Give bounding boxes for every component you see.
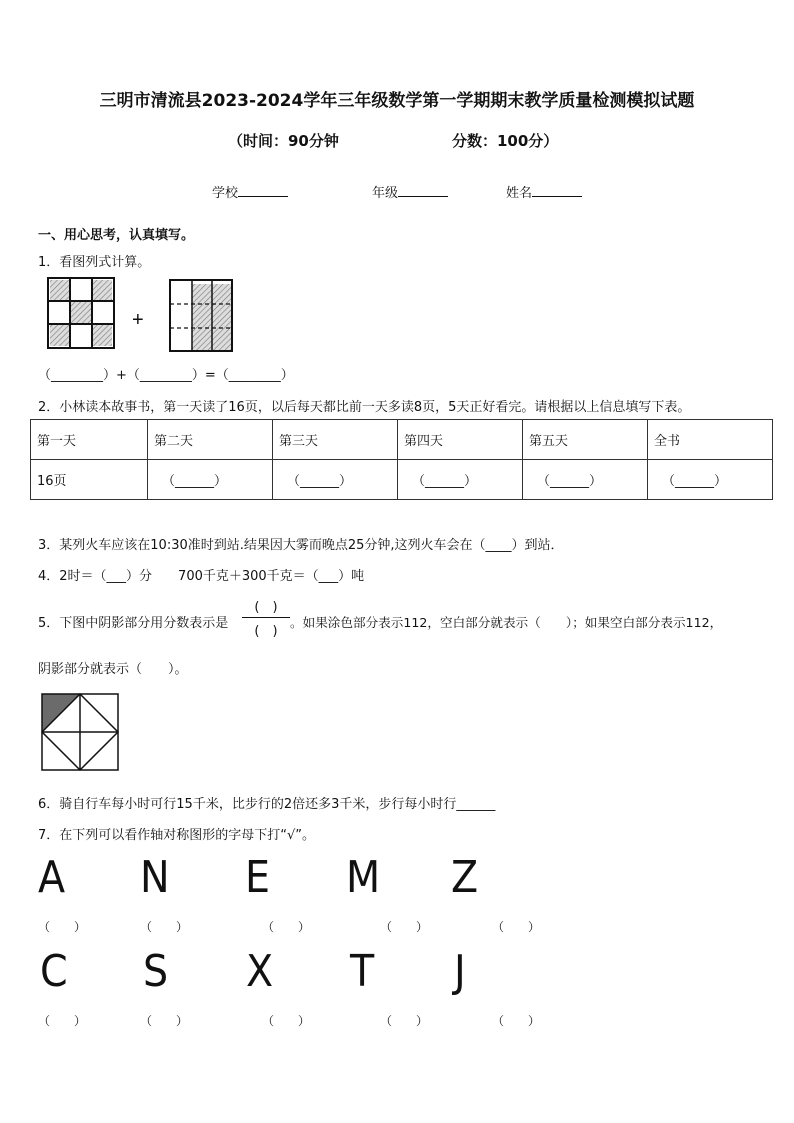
table-cell: 16页 — [31, 460, 148, 500]
answer-paren[interactable]: （ ） — [38, 1014, 87, 1028]
table-cell: 第二天 — [148, 420, 273, 460]
section-heading: 一、用心思考，认真填写。 — [38, 228, 195, 243]
table-row — [31, 460, 773, 500]
name-label: 姓名 — [506, 186, 533, 201]
q3-text: 3．某列火车应该在10:30准时到站.结果因大雾而晚点25分钟,这列火车会在（____）到站． — [38, 538, 564, 553]
school-label: 学校 — [212, 186, 239, 201]
q1-text: 1．看图列式计算。 — [38, 255, 151, 270]
letter-J: J — [454, 946, 466, 997]
school-field[interactable] — [212, 182, 288, 201]
letter-T: T — [350, 946, 375, 997]
grid-figure-right — [170, 280, 232, 351]
letter-A: A — [38, 852, 66, 903]
grid-figure-left — [48, 278, 114, 348]
exam-score: 分数：100分） — [452, 132, 559, 150]
answer-paren[interactable]: （ ） — [492, 1014, 541, 1028]
answer-cell[interactable]: （______） — [398, 460, 523, 500]
answer-paren[interactable]: （ ） — [492, 920, 541, 934]
q5-text-line2: 阴影部分就表示（ ）。 — [38, 662, 188, 677]
letter-E: E — [245, 852, 271, 903]
plus-sign: + — [132, 309, 144, 331]
answer-paren[interactable]: （ ） — [38, 920, 87, 934]
answer-cell[interactable]: （______） — [523, 460, 648, 500]
q5-text-part1: 5．下图中阴影部分用分数表示是 — [38, 616, 229, 631]
fraction-numerator: ( ) — [254, 600, 278, 615]
q1-answer-line[interactable]: （________）+（________）=（________） — [38, 368, 294, 383]
table-header-row — [31, 420, 773, 460]
letter-C: C — [40, 946, 68, 997]
table-cell: 全书 — [648, 420, 773, 460]
fraction-denominator: ( ) — [254, 624, 278, 639]
answer-paren[interactable]: （ ） — [262, 920, 311, 934]
table-cell: 第一天 — [31, 420, 148, 460]
q1-figure — [44, 276, 244, 356]
letter-Z: Z — [451, 852, 479, 903]
letter-N: N — [140, 852, 170, 903]
exam-time: （时间：90分钟 — [228, 132, 339, 150]
letter-X: X — [246, 946, 274, 997]
grade-field[interactable] — [372, 182, 448, 201]
table-cell: 第五天 — [523, 420, 648, 460]
answer-paren[interactable]: （ ） — [140, 920, 189, 934]
q2-text: 2．小林读本故事书，第一天读了16页，以后每天都比前一天多读8页，5天正好看完。请根据以上信息填写下表。 — [38, 400, 691, 415]
answer-cell[interactable]: （______） — [648, 460, 773, 500]
fraction-blank[interactable] — [242, 596, 290, 639]
answer-cell[interactable]: （______） — [148, 460, 273, 500]
table-cell: 第四天 — [398, 420, 523, 460]
answer-paren[interactable]: （ ） — [380, 1014, 429, 1028]
answer-cell[interactable]: （______） — [273, 460, 398, 500]
letter-M: M — [346, 852, 381, 903]
answer-paren[interactable]: （ ） — [380, 920, 429, 934]
answer-paren[interactable]: （ ） — [262, 1014, 311, 1028]
q6-text: 6．骑自行车每小时可行15千米，比步行的2倍还多3千米，步行每小时行______ — [38, 797, 496, 812]
grade-label: 年级 — [372, 186, 399, 201]
page-title: 三明市清流县2023-2024学年三年级数学第一学期期末教学质量检测模拟试题 — [99, 91, 695, 111]
table-cell: 第三天 — [273, 420, 398, 460]
q4-text: 4．2时＝（___）分 700千克＋300千克＝（___）吨 — [38, 569, 365, 584]
name-field[interactable] — [506, 182, 582, 201]
letter-S: S — [143, 946, 169, 997]
q5-text-part2: 。如果涂色部分表示112，空白部分就表示（ ）；如果空白部分表示112， — [290, 615, 723, 630]
q5-square-figure — [40, 692, 122, 774]
q2-table — [30, 419, 773, 500]
answer-paren[interactable]: （ ） — [140, 1014, 189, 1028]
q7-text: 7．在下列可以看作轴对称图形的字母下打“√”。 — [38, 828, 316, 843]
